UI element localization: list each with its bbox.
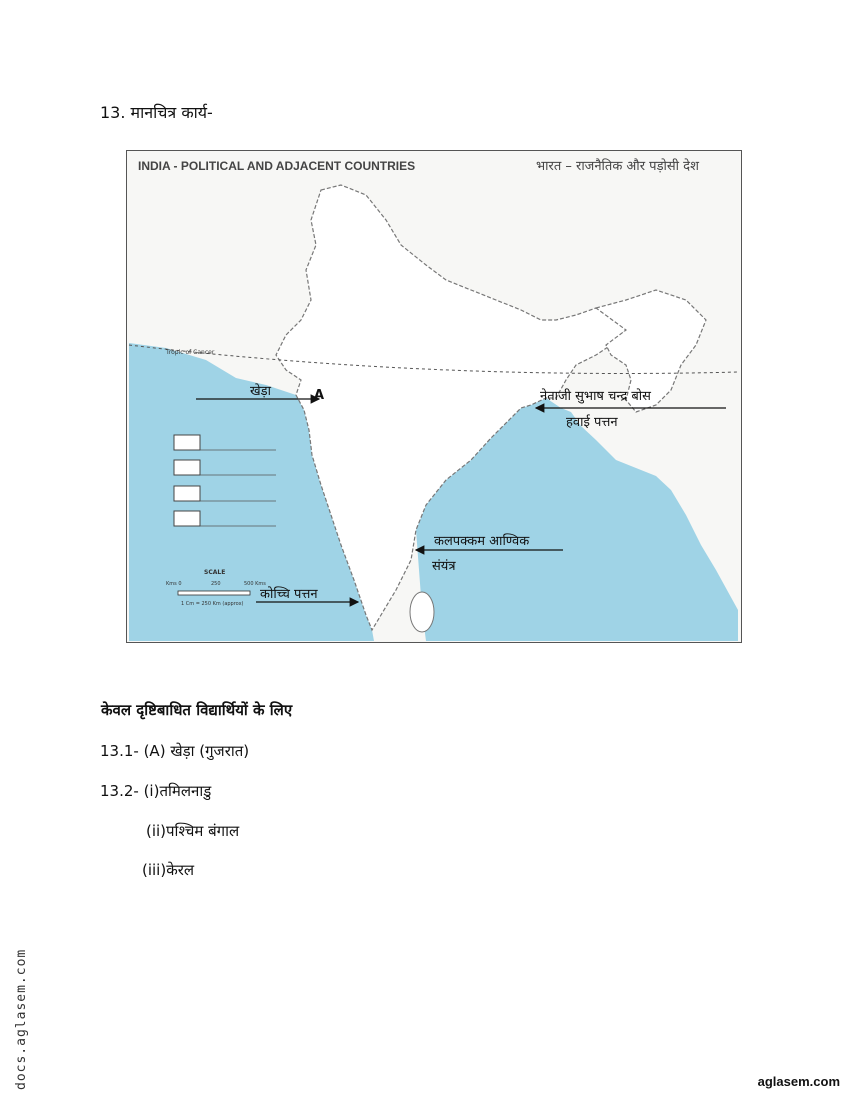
label-kalpakkam-line1: कलपक्कम आण्विक: [434, 534, 530, 549]
label-kochi: कोच्चि पत्तन: [260, 587, 318, 602]
map-title-hindi: भारत – राजनैतिक और पड़ोसी देश: [536, 159, 699, 174]
answer-13-2: 13.2- (i)तमिलनाडु: [100, 782, 212, 800]
label-kalpakkam-line2: संयंत्र: [432, 559, 456, 574]
answer-box-3: [174, 486, 200, 501]
scale-tick-500: 500 Kms: [244, 581, 266, 587]
label-point-a: A: [314, 388, 325, 403]
answer-13-1: 13.1- (A) खेड़ा (गुजरात): [100, 742, 250, 760]
scale-label: SCALE: [204, 569, 226, 576]
answer-13-2-iii: (iii)केरल: [142, 861, 195, 879]
map-title-english: INDIA - POLITICAL AND ADJACENT COUNTRIES: [138, 159, 416, 173]
visually-impaired-heading: केवल दृष्टिबाधित विद्यार्थियों के लिए: [101, 701, 293, 719]
india-political-map: [126, 150, 742, 643]
question-heading: 13. मानचित्र कार्य-: [100, 103, 213, 122]
side-watermark: docs.aglasem.com: [14, 948, 29, 1090]
label-airport-line2: हवाई पत्तन: [566, 415, 618, 430]
scale-ratio: 1 Cm = 250 Km (approx): [181, 601, 244, 607]
answer-13-2-ii: (ii)पश्चिम बंगाल: [146, 822, 240, 840]
label-airport-line1: नेताजी सुभाष चन्द्र बोस: [540, 389, 651, 404]
answer-box-4: [174, 511, 200, 526]
scale-bar: [178, 591, 250, 595]
label-kheda: खेड़ा: [250, 384, 271, 399]
answer-box-1: [174, 435, 200, 450]
tropic-label: Tropic of Cancer: [166, 349, 215, 356]
scale-tick-250: 250: [211, 581, 221, 587]
sri-lanka: [410, 592, 434, 632]
footer-brand: aglasem.com: [757, 1074, 840, 1089]
scale-tick-0: Kms 0: [166, 581, 182, 587]
answer-box-2: [174, 460, 200, 475]
